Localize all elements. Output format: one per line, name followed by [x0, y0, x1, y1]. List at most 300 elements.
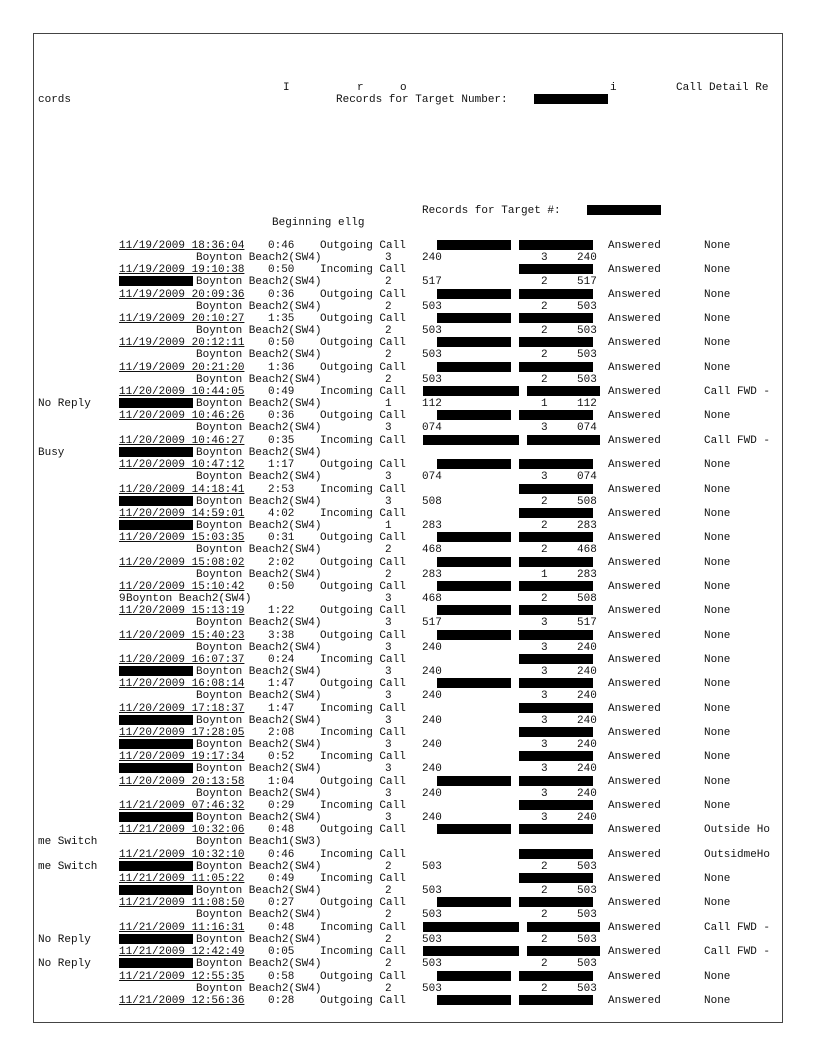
- record-value-2: 283: [577, 569, 597, 581]
- record-location: Boynton Beach2(SW4): [196, 983, 322, 995]
- record-status: Answered: [608, 849, 661, 861]
- record-value-1: 240: [422, 763, 442, 775]
- record-datetime: 11/21/2009 12:55:35: [119, 971, 245, 983]
- record-value-2: 240: [577, 690, 597, 702]
- record-status: Answered: [608, 289, 661, 301]
- record-status: Answered: [608, 751, 661, 763]
- record-location: Boynton Beach2(SW4): [196, 690, 322, 702]
- redacted-number-b: [519, 313, 593, 323]
- record-sector-1: 3: [385, 715, 392, 727]
- record-location: Boynton Beach2(SW4): [196, 520, 322, 532]
- record-status: Answered: [608, 484, 661, 496]
- record-datetime: 11/19/2009 20:09:36: [119, 289, 245, 301]
- records-for-target-number-label: Records for Target Number:: [336, 94, 508, 106]
- record-direction: Incoming Call: [320, 727, 406, 739]
- record-value-1: 240: [422, 252, 442, 264]
- record-direction: Incoming Call: [320, 484, 406, 496]
- record-direction: Incoming Call: [320, 654, 406, 666]
- record-value-1: 503: [422, 934, 442, 946]
- call-record-row: [0, 409, 816, 433]
- record-sector-2: 2: [541, 325, 548, 337]
- record-datetime: 11/20/2009 17:18:37: [119, 703, 245, 715]
- record-duration: 0:46: [268, 849, 295, 861]
- call-record-row: [0, 458, 816, 482]
- record-datetime: 11/20/2009 14:18:41: [119, 484, 245, 496]
- record-sector-2: 2: [541, 520, 548, 532]
- redacted-number-b: [519, 264, 593, 274]
- record-direction: Outgoing Call: [320, 459, 406, 471]
- record-datetime: 11/20/2009 14:59:01: [119, 508, 245, 520]
- call-record-row: [0, 823, 816, 847]
- record-sector-1: 2: [385, 885, 392, 897]
- record-location: Boynton Beach2(SW4): [196, 812, 322, 824]
- record-feature: None: [704, 459, 731, 471]
- record-sector-1: 3: [385, 739, 392, 751]
- record-datetime: 11/20/2009 19:17:34: [119, 751, 245, 763]
- record-direction: Outgoing Call: [320, 995, 406, 1007]
- redacted-number-b: [519, 240, 593, 250]
- redacted-location-prefix: [119, 958, 193, 968]
- record-duration: 1:17: [268, 459, 295, 471]
- record-duration: 0:36: [268, 410, 295, 422]
- record-feature: None: [704, 678, 731, 690]
- record-value-1: 283: [422, 569, 442, 581]
- record-location: Boynton Beach2(SW4): [196, 447, 322, 459]
- redacted-number-a: [437, 289, 511, 299]
- report-title: Call Detail Re: [676, 82, 769, 94]
- record-sector-1: 2: [385, 276, 392, 288]
- redacted-number-b: [519, 776, 593, 786]
- redacted-number-b: [519, 557, 593, 567]
- record-location: Boynton Beach2(SW4): [196, 861, 322, 873]
- redacted-number-b: [527, 435, 600, 445]
- record-feature: None: [704, 995, 731, 1007]
- record-direction: Outgoing Call: [320, 678, 406, 690]
- call-record-row: [0, 288, 816, 312]
- record-sector-1: 2: [385, 909, 392, 921]
- record-sector-1: 2: [385, 569, 392, 581]
- record-direction: Outgoing Call: [320, 532, 406, 544]
- record-value-2: 503: [577, 349, 597, 361]
- redacted-number-a: [437, 581, 511, 591]
- record-sector-2: 2: [541, 593, 548, 605]
- record-datetime: 11/20/2009 15:10:42: [119, 581, 245, 593]
- record-value-2: 240: [577, 666, 597, 678]
- record-direction: Outgoing Call: [320, 630, 406, 642]
- record-duration: 0:49: [268, 386, 295, 398]
- record-sector-2: 3: [541, 471, 548, 483]
- report-title-wrap: cords: [38, 94, 72, 106]
- call-record-row: [0, 604, 816, 628]
- record-direction: Incoming Call: [320, 264, 406, 276]
- record-datetime: 11/20/2009 10:46:27: [119, 435, 245, 447]
- record-duration: 0:50: [268, 264, 295, 276]
- redacted-number-b: [519, 484, 593, 494]
- record-feature: None: [704, 581, 731, 593]
- record-sector-2: 3: [541, 666, 548, 678]
- record-location: Boynton Beach2(SW4): [196, 934, 322, 946]
- record-feature: None: [704, 337, 731, 349]
- record-datetime: 11/20/2009 10:47:12: [119, 459, 245, 471]
- record-feature: None: [704, 605, 731, 617]
- record-status: Answered: [608, 897, 661, 909]
- record-feature: Call FWD -: [704, 386, 771, 398]
- record-sector-1: 3: [385, 763, 392, 775]
- redacted-location-prefix: [119, 861, 193, 871]
- record-sector-2: 3: [541, 642, 548, 654]
- record-duration: 0:28: [268, 995, 295, 1007]
- record-location: Boynton Beach2(SW4): [196, 885, 322, 897]
- redacted-location-prefix: [119, 496, 193, 506]
- record-duration: 1:35: [268, 313, 295, 325]
- record-sector-2: 2: [541, 885, 548, 897]
- record-feature: None: [704, 776, 731, 788]
- record-sector-2: 3: [541, 252, 548, 264]
- redacted-number-b: [519, 897, 593, 907]
- record-sector-1: 2: [385, 374, 392, 386]
- redacted-number-b: [519, 727, 593, 737]
- record-status: Answered: [608, 605, 661, 617]
- record-status: Answered: [608, 362, 661, 374]
- record-duration: 0:58: [268, 971, 295, 983]
- record-duration: 0:31: [268, 532, 295, 544]
- record-value-2: 468: [577, 544, 597, 556]
- record-value-1: 503: [422, 958, 442, 970]
- record-feature: None: [704, 727, 731, 739]
- record-status: Answered: [608, 337, 661, 349]
- record-location: Boynton Beach2(SW4): [196, 666, 322, 678]
- record-sector-1: 2: [385, 983, 392, 995]
- redacted-number-b: [527, 946, 600, 956]
- record-value-2: 074: [577, 471, 597, 483]
- record-sector-1: 3: [385, 666, 392, 678]
- record-status: Answered: [608, 459, 661, 471]
- redacted-number-a: [437, 362, 511, 372]
- redacted-number-b: [519, 362, 593, 372]
- record-location: Boynton Beach2(SW4): [196, 715, 322, 727]
- redacted-number-b: [519, 581, 593, 591]
- record-value-2: 503: [577, 301, 597, 313]
- record-feature-wrap: No Reply: [38, 958, 91, 970]
- record-feature: None: [704, 532, 731, 544]
- record-status: Answered: [608, 240, 661, 252]
- record-sector-2: 3: [541, 422, 548, 434]
- record-direction: Outgoing Call: [320, 240, 406, 252]
- call-record-row: [0, 896, 816, 920]
- record-datetime: 11/19/2009 18:36:04: [119, 240, 245, 252]
- call-record-row: [0, 239, 816, 263]
- header-fragment-o: o: [400, 82, 407, 94]
- record-value-1: 240: [422, 642, 442, 654]
- record-location: Boynton Beach2(SW4): [196, 398, 322, 410]
- record-datetime: 11/20/2009 16:08:14: [119, 678, 245, 690]
- record-feature: Outside Ho: [704, 824, 771, 836]
- record-datetime: 11/20/2009 10:44:05: [119, 386, 245, 398]
- record-direction: Incoming Call: [320, 508, 406, 520]
- record-value-2: 508: [577, 496, 597, 508]
- redacted-number-b: [519, 849, 593, 859]
- record-duration: 2:53: [268, 484, 295, 496]
- record-direction: Incoming Call: [320, 922, 406, 934]
- record-duration: 1:47: [268, 678, 295, 690]
- record-feature: None: [704, 751, 731, 763]
- record-status: Answered: [608, 995, 661, 1007]
- record-sector-2: 2: [541, 374, 548, 386]
- record-duration: 0:46: [268, 240, 295, 252]
- call-record-row: [0, 945, 816, 969]
- record-duration: 1:04: [268, 776, 295, 788]
- record-datetime: 11/20/2009 15:03:35: [119, 532, 245, 544]
- record-feature: None: [704, 873, 731, 885]
- record-direction: Outgoing Call: [320, 581, 406, 593]
- redacted-number-a: [437, 337, 511, 347]
- redacted-number-b: [519, 410, 593, 420]
- record-feature-wrap: No Reply: [38, 398, 91, 410]
- redacted-location-prefix: [119, 739, 193, 749]
- record-direction: Outgoing Call: [320, 289, 406, 301]
- record-status: Answered: [608, 581, 661, 593]
- redacted-number-a: [437, 971, 511, 981]
- record-duration: 2:08: [268, 727, 295, 739]
- header-fragment-r: r: [357, 82, 364, 94]
- record-value-2: 503: [577, 885, 597, 897]
- record-datetime: 11/21/2009 12:42:49: [119, 946, 245, 958]
- record-value-1: 503: [422, 325, 442, 337]
- record-sector-2: 2: [541, 958, 548, 970]
- record-status: Answered: [608, 946, 661, 958]
- redacted-number-b: [519, 971, 593, 981]
- record-sector-1: 2: [385, 544, 392, 556]
- record-status: Answered: [608, 873, 661, 885]
- redacted-location-prefix: [119, 934, 193, 944]
- record-value-2: 517: [577, 617, 597, 629]
- record-status: Answered: [608, 654, 661, 666]
- call-record-row: [0, 434, 816, 458]
- redacted-number-b: [519, 751, 593, 761]
- record-datetime: 11/21/2009 10:32:10: [119, 849, 245, 861]
- record-value-1: 517: [422, 276, 442, 288]
- record-status: Answered: [608, 776, 661, 788]
- record-feature-wrap: me Switch: [38, 836, 98, 848]
- record-location: Boynton Beach2(SW4): [196, 496, 322, 508]
- record-sector-1: 2: [385, 349, 392, 361]
- call-record-row: [0, 531, 816, 555]
- record-direction: Incoming Call: [320, 435, 406, 447]
- call-record-row: [0, 580, 816, 604]
- record-location-prefix: 9: [119, 593, 126, 605]
- record-direction: Incoming Call: [320, 386, 406, 398]
- record-sector-2: 2: [541, 496, 548, 508]
- record-datetime: 11/19/2009 20:21:20: [119, 362, 245, 374]
- record-feature: None: [704, 264, 731, 276]
- record-feature: None: [704, 654, 731, 666]
- redacted-number-a: [437, 410, 511, 420]
- redacted-number-a: [423, 386, 519, 396]
- record-status: Answered: [608, 264, 661, 276]
- record-sector-1: 2: [385, 934, 392, 946]
- record-value-1: 508: [422, 496, 442, 508]
- redacted-number-a: [437, 459, 511, 469]
- redacted-number-b: [519, 459, 593, 469]
- record-value-1: 240: [422, 666, 442, 678]
- call-record-row: [0, 750, 816, 774]
- record-location: Boynton Beach2(SW4): [196, 325, 322, 337]
- record-direction: Outgoing Call: [320, 776, 406, 788]
- record-datetime: 11/21/2009 11:05:22: [119, 873, 245, 885]
- redacted-number-b: [519, 678, 593, 688]
- record-direction: Outgoing Call: [320, 362, 406, 374]
- record-value-1: 240: [422, 812, 442, 824]
- redacted-number-b: [519, 654, 593, 664]
- record-duration: 0:52: [268, 751, 295, 763]
- record-feature: None: [704, 971, 731, 983]
- record-datetime: 11/21/2009 07:46:32: [119, 800, 245, 812]
- call-record-row: [0, 921, 816, 945]
- record-duration: 4:02: [268, 508, 295, 520]
- call-record-row: [0, 994, 816, 1018]
- record-value-2: 283: [577, 520, 597, 532]
- call-record-row: [0, 848, 816, 872]
- record-sector-1: 2: [385, 861, 392, 873]
- record-sector-2: 2: [541, 349, 548, 361]
- record-feature: Call FWD -: [704, 435, 771, 447]
- record-duration: 0:36: [268, 289, 295, 301]
- record-sector-1: 3: [385, 252, 392, 264]
- call-record-row: [0, 702, 816, 726]
- record-duration: 0:50: [268, 337, 295, 349]
- record-status: Answered: [608, 435, 661, 447]
- record-sector-1: 3: [385, 617, 392, 629]
- record-sector-1: 3: [385, 496, 392, 508]
- header-fragment-i2: i: [610, 82, 617, 94]
- record-direction: Incoming Call: [320, 849, 406, 861]
- redacted-location-prefix: [119, 398, 193, 408]
- record-status: Answered: [608, 532, 661, 544]
- redacted-location-prefix: [119, 520, 193, 530]
- redacted-number-b: [519, 289, 593, 299]
- record-sector-2: 2: [541, 861, 548, 873]
- redacted-location-prefix: [119, 812, 193, 822]
- record-status: Answered: [608, 800, 661, 812]
- record-sector-2: 2: [541, 983, 548, 995]
- record-direction: Incoming Call: [320, 751, 406, 763]
- record-direction: Incoming Call: [320, 873, 406, 885]
- call-record-row: [0, 775, 816, 799]
- redacted-number-a: [437, 630, 511, 640]
- record-datetime: 11/20/2009 10:46:26: [119, 410, 245, 422]
- record-duration: 0:48: [268, 922, 295, 934]
- record-value-2: 240: [577, 788, 597, 800]
- redacted-target-number: [534, 94, 608, 104]
- record-feature: None: [704, 410, 731, 422]
- record-value-2: 074: [577, 422, 597, 434]
- redacted-number-b: [519, 508, 593, 518]
- redacted-number-b: [519, 337, 593, 347]
- record-datetime: 11/21/2009 11:16:31: [119, 922, 245, 934]
- record-value-2: 503: [577, 958, 597, 970]
- redacted-number-b: [519, 532, 593, 542]
- call-record-row: [0, 872, 816, 896]
- call-record-row: [0, 677, 816, 701]
- record-direction: Outgoing Call: [320, 337, 406, 349]
- record-feature: OutsidmeHo: [704, 849, 771, 861]
- record-sector-2: 3: [541, 715, 548, 727]
- record-sector-1: 1: [385, 520, 392, 532]
- record-location: Boynton Beach2(SW4): [196, 544, 322, 556]
- record-direction: Incoming Call: [320, 703, 406, 715]
- record-duration: 1:47: [268, 703, 295, 715]
- record-feature: None: [704, 557, 731, 569]
- redacted-number-b: [519, 703, 593, 713]
- record-value-1: 468: [422, 544, 442, 556]
- record-sector-2: 2: [541, 544, 548, 556]
- record-feature: None: [704, 630, 731, 642]
- record-value-1: 503: [422, 983, 442, 995]
- record-location: Boynton Beach2(SW4): [196, 739, 322, 751]
- redacted-number-a: [437, 995, 511, 1005]
- record-feature: None: [704, 484, 731, 496]
- record-duration: 0:48: [268, 824, 295, 836]
- redacted-number-a: [437, 824, 511, 834]
- record-datetime: 11/20/2009 17:28:05: [119, 727, 245, 739]
- record-sector-2: 3: [541, 617, 548, 629]
- record-value-2: 503: [577, 909, 597, 921]
- redacted-number-a: [437, 678, 511, 688]
- record-duration: 0:29: [268, 800, 295, 812]
- record-status: Answered: [608, 630, 661, 642]
- record-value-1: 517: [422, 617, 442, 629]
- record-feature-wrap: No Reply: [38, 934, 91, 946]
- record-direction: Outgoing Call: [320, 313, 406, 325]
- call-record-row: [0, 361, 816, 385]
- record-location: Boynton Beach2(SW4): [196, 471, 322, 483]
- record-value-1: 283: [422, 520, 442, 532]
- record-duration: 0:27: [268, 897, 295, 909]
- call-record-row: [0, 507, 816, 531]
- beginning-label: Beginning ellg: [272, 217, 365, 229]
- record-feature: None: [704, 313, 731, 325]
- call-record-row: [0, 653, 816, 677]
- redacted-location-prefix: [119, 715, 193, 725]
- record-location: Boynton Beach2(SW4): [196, 374, 322, 386]
- record-sector-1: 2: [385, 958, 392, 970]
- record-value-2: 240: [577, 812, 597, 824]
- redacted-number-a: [437, 605, 511, 615]
- record-status: Answered: [608, 410, 661, 422]
- record-feature: None: [704, 703, 731, 715]
- redacted-number-a: [437, 240, 511, 250]
- record-value-2: 508: [577, 593, 597, 605]
- redacted-number-a: [437, 532, 511, 542]
- record-datetime: 11/21/2009 10:32:06: [119, 824, 245, 836]
- record-value-2: 503: [577, 934, 597, 946]
- record-value-1: 074: [422, 422, 442, 434]
- record-direction: Incoming Call: [320, 800, 406, 812]
- record-value-1: 503: [422, 909, 442, 921]
- record-location: Boynton Beach2(SW4): [196, 642, 322, 654]
- record-location: Boynton Beach2(SW4): [196, 422, 322, 434]
- redacted-target-number-2: [587, 205, 661, 215]
- record-feature: Call FWD -: [704, 922, 771, 934]
- call-record-row: [0, 970, 816, 994]
- record-datetime: 11/19/2009 19:10:38: [119, 264, 245, 276]
- record-feature: None: [704, 800, 731, 812]
- record-status: Answered: [608, 557, 661, 569]
- redacted-location-prefix: [119, 276, 193, 286]
- record-datetime: 11/20/2009 15:08:02: [119, 557, 245, 569]
- record-value-1: 503: [422, 374, 442, 386]
- call-record-row: [0, 263, 816, 287]
